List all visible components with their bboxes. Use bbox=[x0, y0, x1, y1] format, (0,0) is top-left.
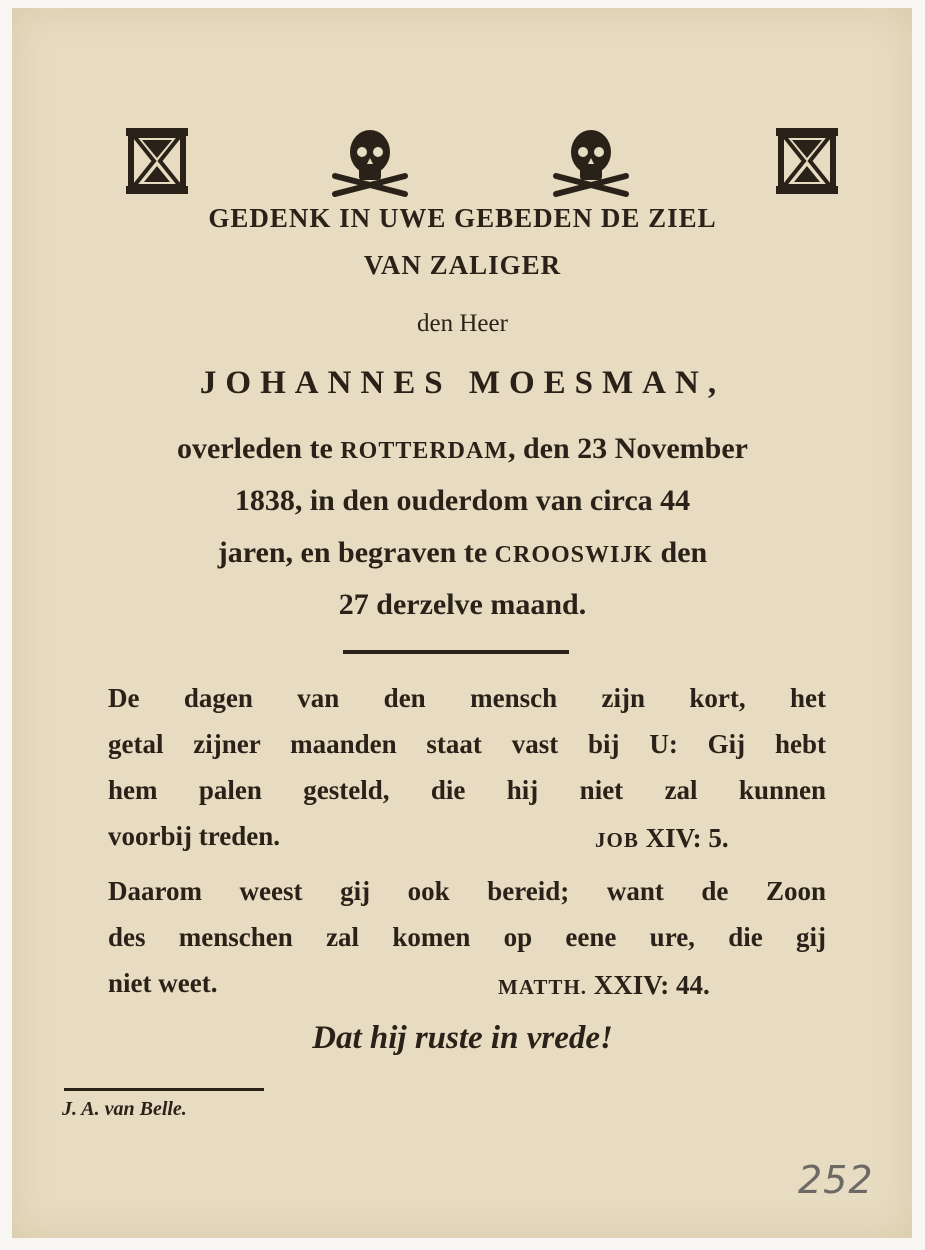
hourglass-icon bbox=[774, 126, 840, 196]
closing-prayer: Dat hij ruste in vrede! bbox=[312, 1020, 613, 1056]
catalog-number: 252 bbox=[798, 1158, 874, 1202]
details-line-1 bbox=[0, 432, 925, 466]
printer-rule bbox=[64, 1088, 264, 1091]
verse-1-line: De dagen van den mensch zijn kort, het bbox=[108, 683, 826, 713]
verse-1-line: voorbij treden. bbox=[108, 821, 280, 851]
verse-1-line: getal zijner maanden staat vast bij U: Gij hebt bbox=[108, 729, 826, 759]
reference-citation: XXIV: 44. bbox=[587, 970, 710, 1000]
details-line-3 bbox=[0, 536, 925, 570]
details-line-2: 1838, in den ouderdom van circa 44 bbox=[234, 484, 691, 517]
reference-citation: XIV: 5. bbox=[638, 823, 729, 853]
reference-book: JOB bbox=[595, 828, 639, 852]
details-line-4: 27 derzelve maand. bbox=[338, 588, 587, 621]
place-of-death: ROTTERDAM bbox=[340, 438, 508, 464]
details-text: den bbox=[653, 536, 708, 569]
details-text: jaren, en begraven te bbox=[217, 536, 495, 569]
details-text: , den 23 November bbox=[507, 432, 748, 465]
heading-line-2: VAN ZALIGER bbox=[363, 250, 562, 280]
details-text: overleden te bbox=[177, 432, 341, 465]
hourglass-icon bbox=[124, 126, 190, 196]
skull-crossbones-icon bbox=[327, 126, 413, 198]
verse-1-line: hem palen gesteld, die hij niet zal kunnen bbox=[108, 775, 826, 805]
verse-2-line: Daarom weest gij ook bereid; want de Zoon bbox=[108, 876, 826, 906]
ornament-row bbox=[112, 126, 842, 206]
printer-credit: J. A. van Belle. bbox=[62, 1098, 187, 1120]
heading-line-1: GEDENK IN UWE GEBEDEN DE ZIEL bbox=[208, 203, 717, 233]
reference-book: MATTH. bbox=[498, 975, 588, 999]
burial-place: CROOSWIJK bbox=[494, 542, 654, 568]
divider-rule bbox=[343, 650, 569, 654]
verse-2-line: niet weet. bbox=[108, 968, 218, 998]
verse-2-reference bbox=[498, 970, 710, 1001]
verse-1-reference bbox=[595, 823, 729, 854]
verse-2-line: des menschen zal komen op eene ure, die gij bbox=[108, 922, 826, 952]
honorific: den Heer bbox=[417, 310, 508, 337]
skull-crossbones-icon bbox=[548, 126, 634, 198]
deceased-name: JOHANNES MOESMAN, bbox=[199, 365, 726, 401]
